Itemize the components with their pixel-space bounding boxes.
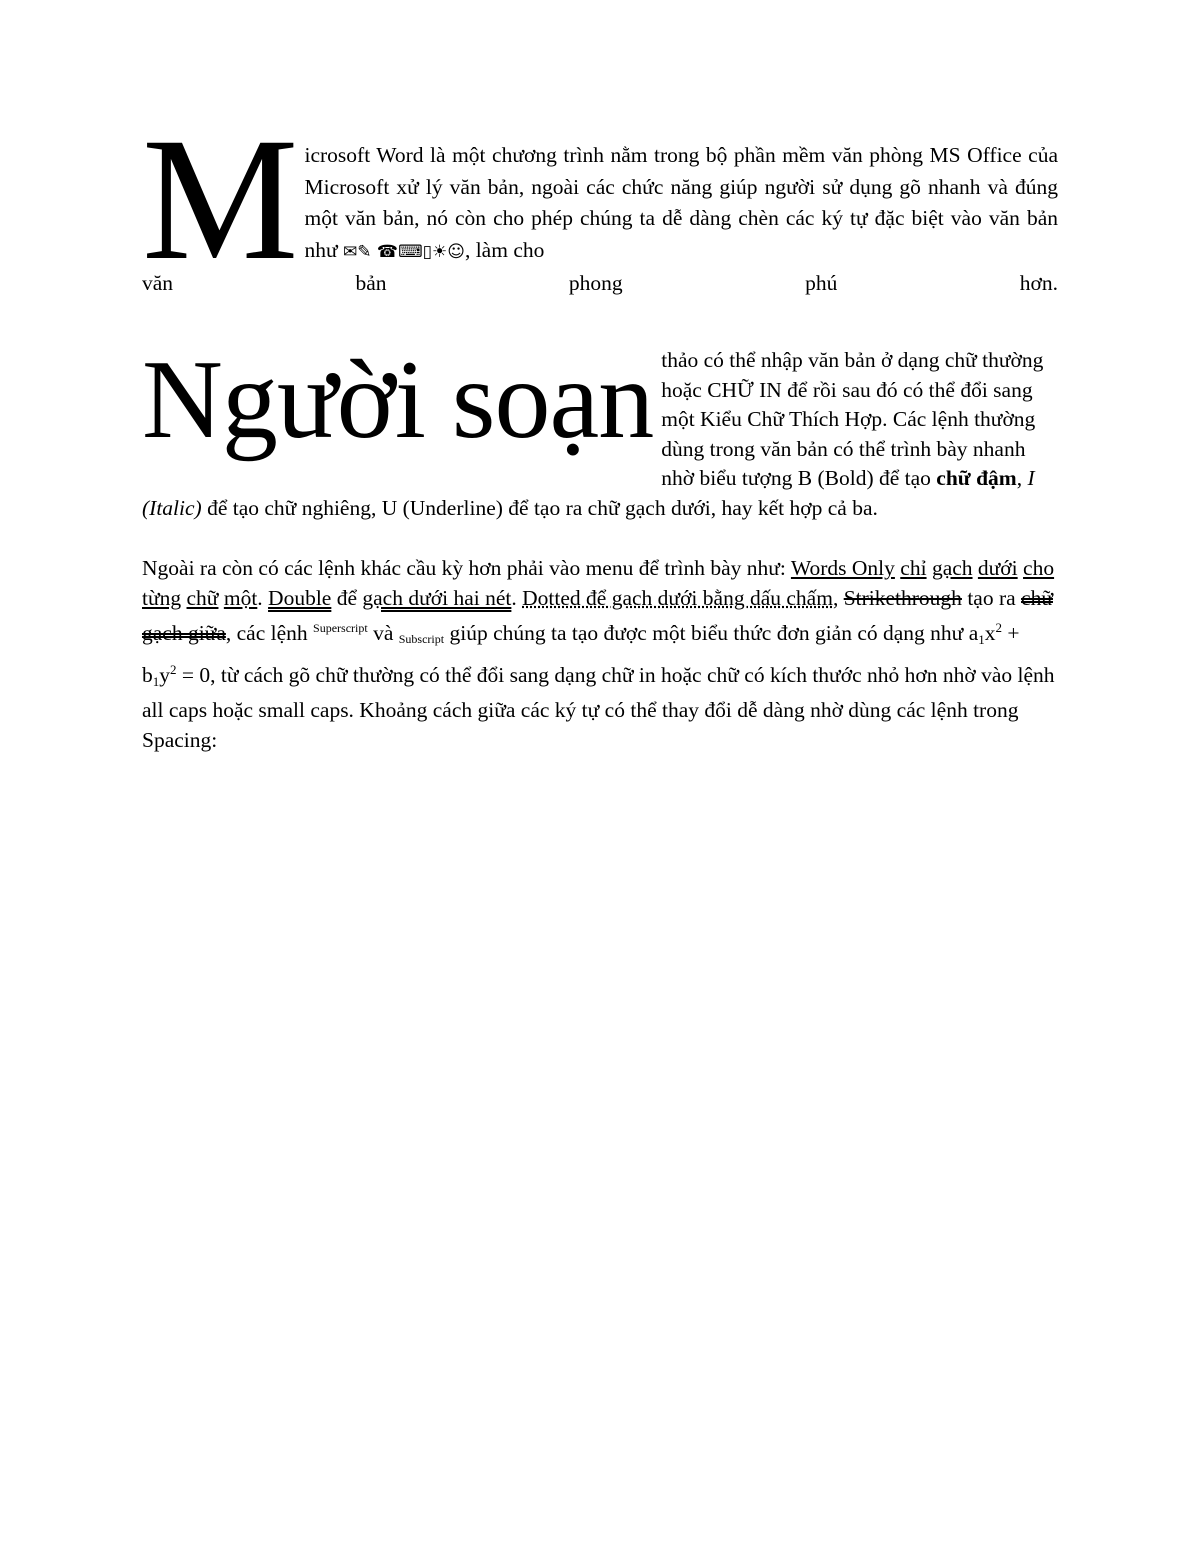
- words-only-word: cho: [1023, 556, 1055, 580]
- strikethrough-term: Strikethrough: [843, 585, 962, 610]
- strike-mid: tạo ra: [967, 585, 1016, 610]
- intro-text-tail: , làm cho: [464, 237, 545, 262]
- and-word: và: [373, 621, 394, 645]
- words-only-word: chỉ: [900, 556, 927, 580]
- words-only-word: chữ: [186, 585, 219, 610]
- drop-cap-letter: M: [142, 102, 299, 297]
- superscript-example: Superscript: [313, 621, 368, 635]
- advanced-intro: Ngoài ra còn có các lệnh khác cầu kỳ hơn phải vào menu để trình bày như:: [142, 556, 786, 580]
- double-example: gạch dưới hai nét: [362, 585, 512, 610]
- double-term: Double: [268, 585, 332, 610]
- large-heading-word: Người soạn: [142, 338, 654, 462]
- formatting-ending: hay kết hợp cả ba.: [721, 495, 878, 520]
- advanced-text-b: giúp chúng ta tạo được một biểu thức đơn giản có dạng như: [449, 621, 964, 645]
- words-only-word: gạch: [931, 556, 973, 580]
- paragraph-formatting: Người soạn thảo có thể nhập văn bản ở dạng chữ thường hoặc CHỮ IN để rồi sau đó có thể đổi sang một Kiểu Chữ Thích Hợp. Các lệnh thường dùng trong văn bản có thể trình bày nhanh nhờ biểu tượng B (Bold) để tạo chữ đậm, I (Italic) để tạo chữ nghiêng, U (Underline) để tạo ra chữ gạch dưới, hay kết hợp cả ba.: [142, 338, 1044, 520]
- advanced-text-c: , từ cách gõ chữ thường có thể đổi sang dạng chữ in hoặc chữ có kích thước nhỏ hơn nhờ vào lệnh all caps hoặc small caps. Khoảng cách giữa các ký tự có thể thay đổi dễ dàng nhờ dùng các lệnh trong Spacing:: [142, 662, 1055, 752]
- intro-last-line: văn bản phong phú hơn.: [142, 271, 1058, 295]
- dotted-example: Dotted để gạch dưới bằng dấu chấm: [522, 585, 833, 610]
- formatting-text: thảo có thể nhập văn bản ở dạng chữ thường hoặc CHỮ IN để rồi sau đó có thể đổi sang một Kiểu Chữ Thích Hợp. Các lệnh thường dùng trong văn bản có thể trình bày nhanh nhờ biểu tượng: [661, 348, 1044, 490]
- paragraph-intro: [142, 102, 1058, 300]
- formula: $a_1x^2 + b_1y^2 = 0$: [142, 620, 1020, 689]
- bold-label: B (Bold) để tạo: [797, 466, 931, 490]
- subscript-example: Subscript: [398, 632, 445, 646]
- italic-rest: để tạo chữ nghiêng, U (Underline) để tạo ra chữ gạch dưới,: [207, 495, 717, 520]
- words-only-term: Words Only: [790, 556, 895, 580]
- intro-text: icrosoft Word là một chương trình nằm trong bộ phần mềm văn phòng MS Office của Microsoft xử lý văn bản, ngoài các chức năng giúp người sử dụng gõ nhanh và đúng một văn bản, nó còn cho phép chúng ta dễ dàng chèn các ký tự đặc biệt vào văn bản như: [304, 143, 1058, 262]
- paragraph-advanced: Ngoài ra còn có các lệnh khác cầu kỳ hơn phải vào menu để trình bày như: Words Only chỉ gạch dưới cho từng chữ một. Double để gạch dưới hai nét. Dotted để gạch dưới bằng dấu chấm, Strikethrough tạo ra chữ gạch giữa, các lệnh $^{Superscript}$ và Subscript giúp chúng ta tạo được một biểu thức đơn giản có dạng như $a_1x^2 + b_1y^2 = 0$, từ cách gõ chữ thường có thể đổi sang dạng chữ in hoặc chữ có kích thước nhỏ hơn nhờ vào lệnh all caps hoặc small caps. Khoảng cách giữa các ký tự có thể thay đổi dễ dàng nhờ dùng các lệnh trong Spacing:: [142, 556, 1055, 752]
- italic-label: I (Italic): [142, 466, 1035, 520]
- words-only-word: dưới: [977, 556, 1018, 580]
- special-symbols: ✉✎ ☎⌨▯☀☺: [343, 241, 465, 262]
- double-mid: để: [336, 585, 358, 610]
- strikethrough-example: chữ gạch giữa: [142, 585, 1053, 645]
- words-only-word: một: [223, 585, 258, 610]
- words-only-word: từng: [142, 585, 182, 610]
- commands-pre: , các lệnh: [225, 621, 308, 645]
- bold-example: chữ đậm: [936, 466, 1017, 490]
